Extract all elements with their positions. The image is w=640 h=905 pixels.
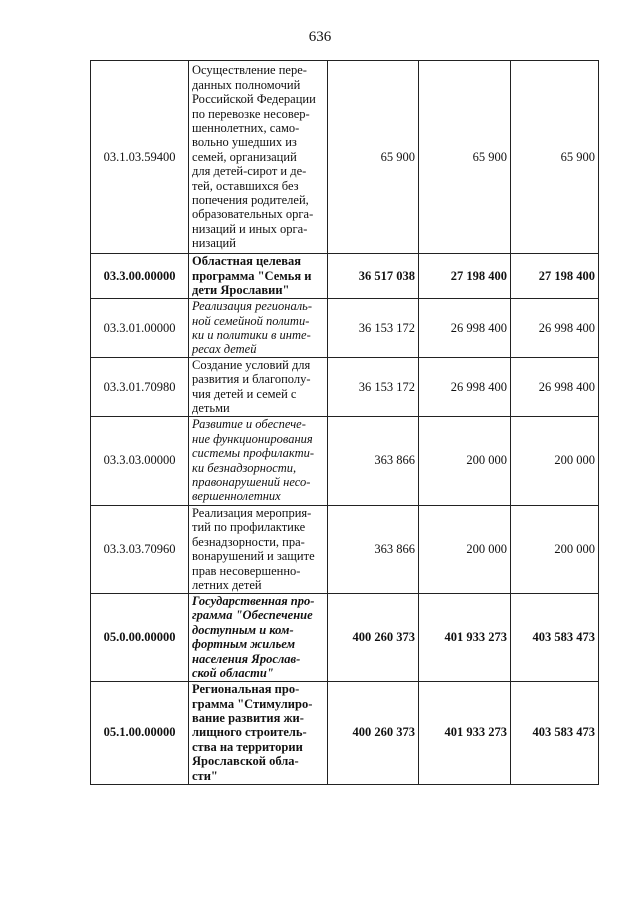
program-name-line: правонарушений несо- xyxy=(192,475,311,490)
table-row xyxy=(91,681,599,784)
amount-cell-1: 363 866 xyxy=(328,416,419,505)
program-name-line: ресах детей xyxy=(192,342,257,357)
table-row xyxy=(91,61,599,254)
amount-cell-2: 26 998 400 xyxy=(419,358,511,417)
amount-cell-3: 200 000 xyxy=(511,505,599,593)
budget-code-cell: 03.3.01.00000 xyxy=(91,299,189,358)
amount-cell-3: 403 583 473 xyxy=(511,681,599,784)
table-row xyxy=(91,299,599,358)
program-name-line: тий по профилактике xyxy=(192,520,306,535)
program-name-cell xyxy=(189,681,328,784)
program-name-line: Областная целевая xyxy=(192,254,302,269)
program-name-cell xyxy=(189,61,328,254)
program-name-line: тей, оставшихся без xyxy=(192,178,299,193)
table-body xyxy=(91,61,599,785)
program-name-line: системы профилакти- xyxy=(192,446,315,461)
program-name-line: по перевозке несовер- xyxy=(192,106,310,121)
budget-code-cell: 03.3.03.00000 xyxy=(91,416,189,505)
amount-cell-1: 363 866 xyxy=(328,505,419,593)
program-name-line: вольно ушедших из xyxy=(192,135,297,150)
table-row xyxy=(91,358,599,417)
program-name-line: развития и благополу- xyxy=(192,372,311,387)
program-name-cell xyxy=(189,505,328,593)
program-name-line: летних детей xyxy=(192,577,262,592)
amount-cell-2: 200 000 xyxy=(419,505,511,593)
amount-cell-1: 36 153 172 xyxy=(328,299,419,358)
program-name-line: семей, организаций xyxy=(192,149,297,164)
budget-code-cell: 03.1.03.59400 xyxy=(91,61,189,254)
program-name-line: доступным и ком- xyxy=(192,622,294,637)
amount-cell-3: 26 998 400 xyxy=(511,299,599,358)
amount-cell-3: 200 000 xyxy=(511,416,599,505)
program-name-line: лищного строитель- xyxy=(192,725,307,740)
amount-cell-3: 65 900 xyxy=(511,61,599,254)
program-name-line: программа "Семья и xyxy=(192,268,312,283)
program-name-line: ки и политики в инте- xyxy=(192,328,311,342)
amount-cell-3: 27 198 400 xyxy=(511,254,599,299)
program-name-line: Ярославской обла- xyxy=(192,754,299,769)
program-name-line: вершеннолетних xyxy=(192,489,281,504)
budget-code-cell: 05.0.00.00000 xyxy=(91,593,189,681)
program-name-line: фортным жильем xyxy=(192,637,296,652)
budget-code-cell: 05.1.00.00000 xyxy=(91,681,189,784)
program-name-line: Региональная про- xyxy=(192,682,300,697)
program-name-line: вание развития жи- xyxy=(192,711,304,726)
program-name-line: ной семейной полити- xyxy=(192,313,310,328)
amount-cell-2: 401 933 273 xyxy=(419,681,511,784)
program-name-line: безнадзорности, пра- xyxy=(192,534,305,549)
program-name-line: ства на территории xyxy=(192,739,303,754)
program-name-line: Реализация региональ- xyxy=(192,299,313,314)
program-name-cell xyxy=(189,358,328,417)
program-name-line: попечения родителей, xyxy=(192,193,309,208)
program-name-line: прав несовершенно- xyxy=(192,563,301,578)
budget-code-cell: 03.3.03.70960 xyxy=(91,505,189,593)
amount-cell-2: 26 998 400 xyxy=(419,299,511,358)
program-name-line: низаций xyxy=(192,236,236,251)
table-row xyxy=(91,505,599,593)
amount-cell-1: 65 900 xyxy=(328,61,419,254)
program-name-line: Осуществление пере- xyxy=(192,63,307,78)
program-name-line: для детей-сирот и де- xyxy=(192,164,307,179)
budget-code-cell: 03.3.01.70980 xyxy=(91,358,189,417)
program-name-line: ние функционирования xyxy=(192,431,313,446)
amount-cell-2: 27 198 400 xyxy=(419,254,511,299)
amount-cell-3: 403 583 473 xyxy=(511,593,599,681)
program-name-line: Реализация мероприя- xyxy=(192,505,312,520)
program-name-line: образовательных орга- xyxy=(192,207,314,222)
table-row xyxy=(91,416,599,505)
program-name-cell xyxy=(189,416,328,505)
program-name-line: дети Ярославии" xyxy=(192,283,290,298)
budget-code-cell: 03.3.00.00000 xyxy=(91,254,189,299)
program-name-line: грамма "Стимулиро- xyxy=(192,696,313,711)
program-name-line: Государственная про- xyxy=(192,593,315,608)
program-name-line: Развитие и обеспече- xyxy=(192,417,306,432)
amount-cell-1: 36 517 038 xyxy=(328,254,419,299)
program-name-line: вонарушений и защите xyxy=(192,549,315,564)
amount-cell-3: 26 998 400 xyxy=(511,358,599,417)
program-name-line: данных полномочий xyxy=(192,77,301,92)
program-name-line: сти" xyxy=(192,768,218,783)
amount-cell-1: 36 153 172 xyxy=(328,358,419,417)
program-name-line: грамма "Обеспечение xyxy=(192,608,313,623)
budget-table xyxy=(90,60,599,785)
amount-cell-2: 401 933 273 xyxy=(419,593,511,681)
amount-cell-1: 400 260 373 xyxy=(328,681,419,784)
table-row xyxy=(91,593,599,681)
program-name-line: Российской Федерации xyxy=(192,92,316,107)
amount-cell-1: 400 260 373 xyxy=(328,593,419,681)
table-row xyxy=(91,254,599,299)
program-name-line: низаций и иных орга- xyxy=(192,221,308,236)
program-name-line: Создание условий для xyxy=(192,358,311,372)
amount-cell-2: 65 900 xyxy=(419,61,511,254)
program-name-line: детьми xyxy=(192,401,230,416)
program-name-cell xyxy=(189,593,328,681)
program-name-line: шеннолетних, само- xyxy=(192,120,300,135)
program-name-cell xyxy=(189,254,328,299)
page-number: 636 xyxy=(308,29,332,45)
program-name-line: ской области" xyxy=(192,665,274,680)
amount-cell-2: 200 000 xyxy=(419,416,511,505)
program-name-line: населения Ярослав- xyxy=(192,651,301,666)
program-name-line: чия детей и семей с xyxy=(192,386,297,401)
program-name-line: ки безнадзорности, xyxy=(192,460,297,475)
program-name-cell xyxy=(189,299,328,358)
